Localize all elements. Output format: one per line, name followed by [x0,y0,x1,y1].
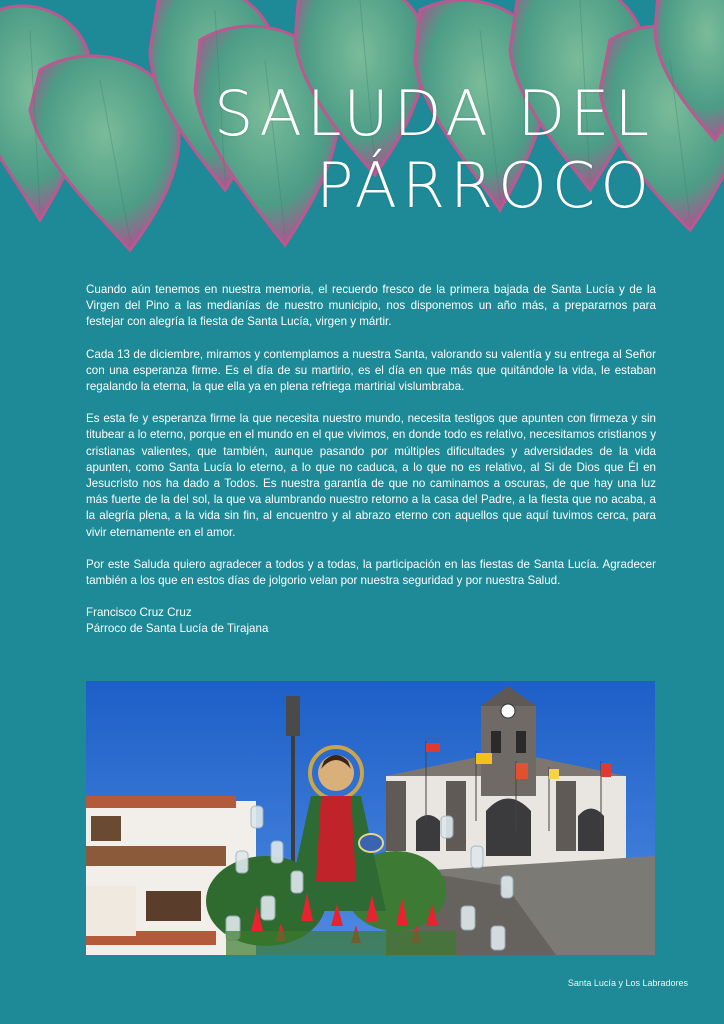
signature-name: Francisco Cruz Cruz [86,606,192,620]
footer-text: Santa Lucía y Los Labradores [567,978,688,988]
page-title [214,78,654,222]
paragraph-1: Cuando aún tenemos en nuestra memoria, el recuerdo fresco de la primera bajada de Santa Lucía y de la Virgen del Pino a las medianías de nuestro municipio, nos disponemos un año más, a prepararnos para festejar con alegría la fiesta de Santa Lucía, virgen y mártir. [86,283,656,329]
title-line-1: SALUDA DEL [214,77,654,150]
letter-body [86,282,656,638]
paragraph-2: Cada 13 de diciembre, miramos y contemplamos a nuestra Santa, valorando su valentía y su entrega al Señor con una esperanza firme. Es el día de su martirio, es el día en que más que quitándole la vida, le estaban regalando la eterna, la que ella ya en plena refriega martirial vislumbraba. [86,347,656,394]
signature [86,605,656,637]
signature-role: Párroco de Santa Lucía de Tirajana [86,622,269,636]
paragraph-3: Es esta fe y esperanza firme la que necesita nuestro mundo, necesita testigos que apunten con firmeza y sin titubear a lo eterno, porque en el mundo en el que vivimos, en donde todo es relativo, necesitamos cristianos y cristianas valientes, que también, aunque pasando por múltiples dificultades y adversidades de la vida apunten, como Santa Lucía lo eterno, a lo que no caduca, a lo que no es relativo, al Si de Dios que Él en Jesucristo nos ha dado a Todos. Es nuestra garantía de que no caminamos a oscuras, de que hay una luz más fuerte de la del sol, la que va alumbrando nuestro retorno a la casa del Padre, a la fiesta que no acaba, a la alegría plena, a la vida sin fin, al encuentro y al abrazo eterno con aquellos que aquí tuvimos cerca, para vivir eternamente en el amor. [86,412,656,539]
procession-photo [86,681,655,955]
paragraph-4: Por este Saluda quiero agradecer a todos y a todas, la participación en las fiestas de Santa Lucía. Agradecer también a los que en estos días de jolgorio velan por nuestra seguridad y por nuestra Salud. [86,557,656,588]
title-line-2: PÁRROCO [316,149,654,222]
